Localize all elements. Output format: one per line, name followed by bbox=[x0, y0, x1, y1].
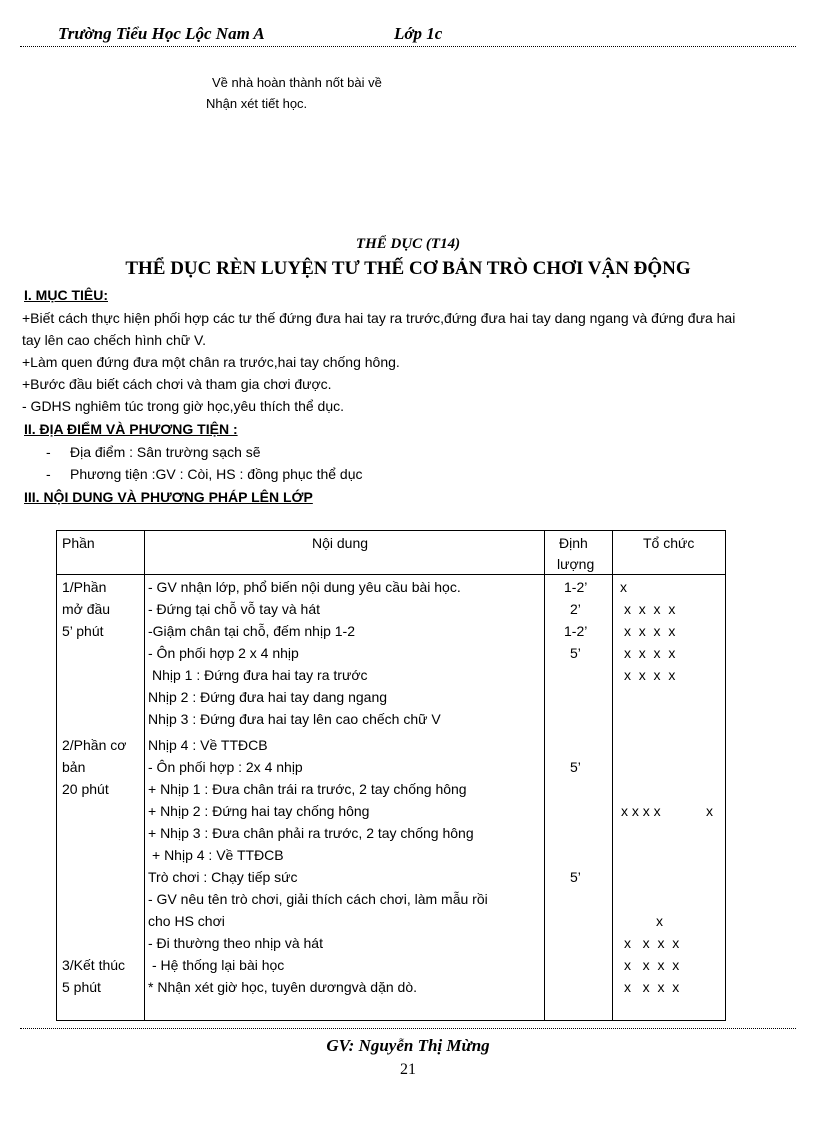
school-name: Trường Tiểu Học Lộc Nam A bbox=[58, 24, 265, 43]
content-line: Nhịp 4 : Về TTĐCB bbox=[148, 737, 268, 753]
header-noi-dung: Nội dung bbox=[312, 535, 369, 551]
equipment-item: Phương tiện :GV : Còi, HS : đồng phục thể dục bbox=[70, 466, 363, 482]
page-number: 21 bbox=[400, 1061, 416, 1078]
content-line: - GV nêu tên trò chơi, giải thích cách chơi, làm mẫu rồi bbox=[148, 891, 488, 907]
location-item: Địa điểm : Sân trường sạch sẽ bbox=[70, 444, 261, 460]
duration-value: 5’ bbox=[570, 759, 581, 775]
formation-row: x x x x bbox=[621, 803, 661, 819]
content-line: + Nhịp 2 : Đứng hai tay chống hông bbox=[148, 803, 370, 819]
header-phan: Phần bbox=[62, 535, 95, 551]
phan-cell: 5 phút bbox=[62, 979, 101, 995]
formation-row: x x x x bbox=[624, 935, 680, 951]
bullet-dash: - bbox=[46, 444, 51, 460]
header-dinh-luong-1: Định bbox=[559, 535, 588, 551]
content-line: - Đi thường theo nhịp và hát bbox=[148, 935, 323, 951]
formation-row: x x x x bbox=[624, 645, 676, 661]
content-line: + Nhịp 1 : Đưa chân trái ra trước, 2 tay chống hông bbox=[148, 781, 467, 797]
header-divider bbox=[20, 46, 796, 47]
formation-row: x x x x bbox=[624, 979, 680, 995]
formation-mark: x bbox=[706, 803, 713, 819]
duration-value: 5’ bbox=[570, 645, 581, 661]
footer-divider bbox=[20, 1028, 796, 1029]
phan-cell: bản bbox=[62, 759, 86, 775]
duration-value: 5’ bbox=[570, 869, 581, 885]
formation-row: x x x x bbox=[624, 667, 676, 683]
content-line: cho HS chơi bbox=[148, 913, 225, 929]
header-dinh-luong-2: lượng bbox=[557, 556, 595, 572]
section-3-heading: III. NỘI DUNG VÀ PHƯƠNG PHÁP LÊN LỚP bbox=[24, 489, 313, 505]
objective-line-1: +Biết cách thực hiện phối hợp các tư thế đứng đưa hai tay ra trước,đứng đưa hai tay dang ngang và đứng đưa hai bbox=[22, 310, 736, 326]
section-2-heading: II. ĐỊA ĐIỂM VÀ PHƯƠNG TIỆN : bbox=[24, 421, 238, 437]
duration-value: 1-2’ bbox=[564, 623, 588, 639]
lesson-title: THỂ DỤC RÈN LUYỆN TƯ THẾ CƠ BẢN TRÒ CHƠI VẬN ĐỘNG bbox=[125, 258, 691, 279]
phan-cell: 3/Kết thúc bbox=[62, 957, 126, 973]
phan-cell: 2/Phần cơ bbox=[62, 737, 127, 753]
content-line: Nhịp 1 : Đứng đưa hai tay ra trước bbox=[152, 667, 368, 683]
phan-cell: 1/Phần bbox=[62, 579, 107, 595]
teacher-name: GV: Nguyễn Thị Mừng bbox=[326, 1036, 490, 1055]
formation-row: x x x x bbox=[624, 623, 676, 639]
content-line: -Giậm chân tại chỗ, đếm nhịp 1-2 bbox=[148, 623, 355, 639]
content-line: Nhịp 3 : Đứng đưa hai tay lên cao chếch chữ V bbox=[148, 711, 441, 727]
header-to-chuc: Tổ chức bbox=[643, 535, 695, 551]
objective-line-5: - GDHS nghiêm túc trong giờ học,yêu thích thể dục. bbox=[22, 398, 345, 414]
formation-row: x x x x bbox=[624, 601, 676, 617]
lesson-subtitle: THỂ DỤC (T14) bbox=[355, 236, 461, 252]
content-line: Nhịp 2 : Đứng đưa hai tay dang ngang bbox=[148, 689, 388, 705]
objective-line-3: +Làm quen đứng đưa một chân ra trước,hai tay chống hông. bbox=[22, 354, 400, 370]
formation-mark: x bbox=[620, 579, 627, 595]
previous-line-1: Về nhà hoàn thành nốt bài về bbox=[212, 75, 382, 90]
formation-mark: x bbox=[656, 913, 663, 929]
phan-cell: mở đầu bbox=[62, 601, 111, 617]
section-1-heading: I. MỤC TIÊU: bbox=[24, 287, 108, 303]
formation-row: x x x x bbox=[624, 957, 680, 973]
duration-value: 1-2’ bbox=[564, 579, 588, 595]
duration-value: 2’ bbox=[570, 601, 581, 617]
content-line: - Hệ thống lại bài học bbox=[152, 957, 285, 973]
content-line: + Nhịp 4 : Về TTĐCB bbox=[152, 847, 284, 863]
objective-line-2: tay lên cao chếch hình chữ V. bbox=[22, 332, 206, 348]
objective-line-4: +Bước đầu biết cách chơi và tham gia chơi được. bbox=[22, 376, 332, 392]
content-line: - Ôn phối hợp 2 x 4 nhịp bbox=[148, 645, 299, 661]
content-line: * Nhận xét giờ học, tuyên dươngvà dặn dò. bbox=[148, 979, 418, 995]
content-line: Trò chơi : Chạy tiếp sức bbox=[148, 869, 298, 885]
bullet-dash: - bbox=[46, 466, 51, 482]
previous-line-2: Nhận xét tiết học. bbox=[206, 96, 308, 111]
class-name: Lớp 1c bbox=[394, 24, 443, 43]
phan-cell: 5’ phút bbox=[62, 623, 104, 639]
content-line: - Ôn phối hợp : 2x 4 nhịp bbox=[148, 759, 303, 775]
phan-cell: 20 phút bbox=[62, 781, 109, 797]
content-line: - GV nhận lớp, phổ biến nội dung yêu cầu bài học. bbox=[148, 579, 461, 595]
content-line: - Đứng tại chỗ vỗ tay và hát bbox=[148, 601, 321, 617]
content-line: + Nhịp 3 : Đưa chân phải ra trước, 2 tay chống hông bbox=[148, 825, 474, 841]
